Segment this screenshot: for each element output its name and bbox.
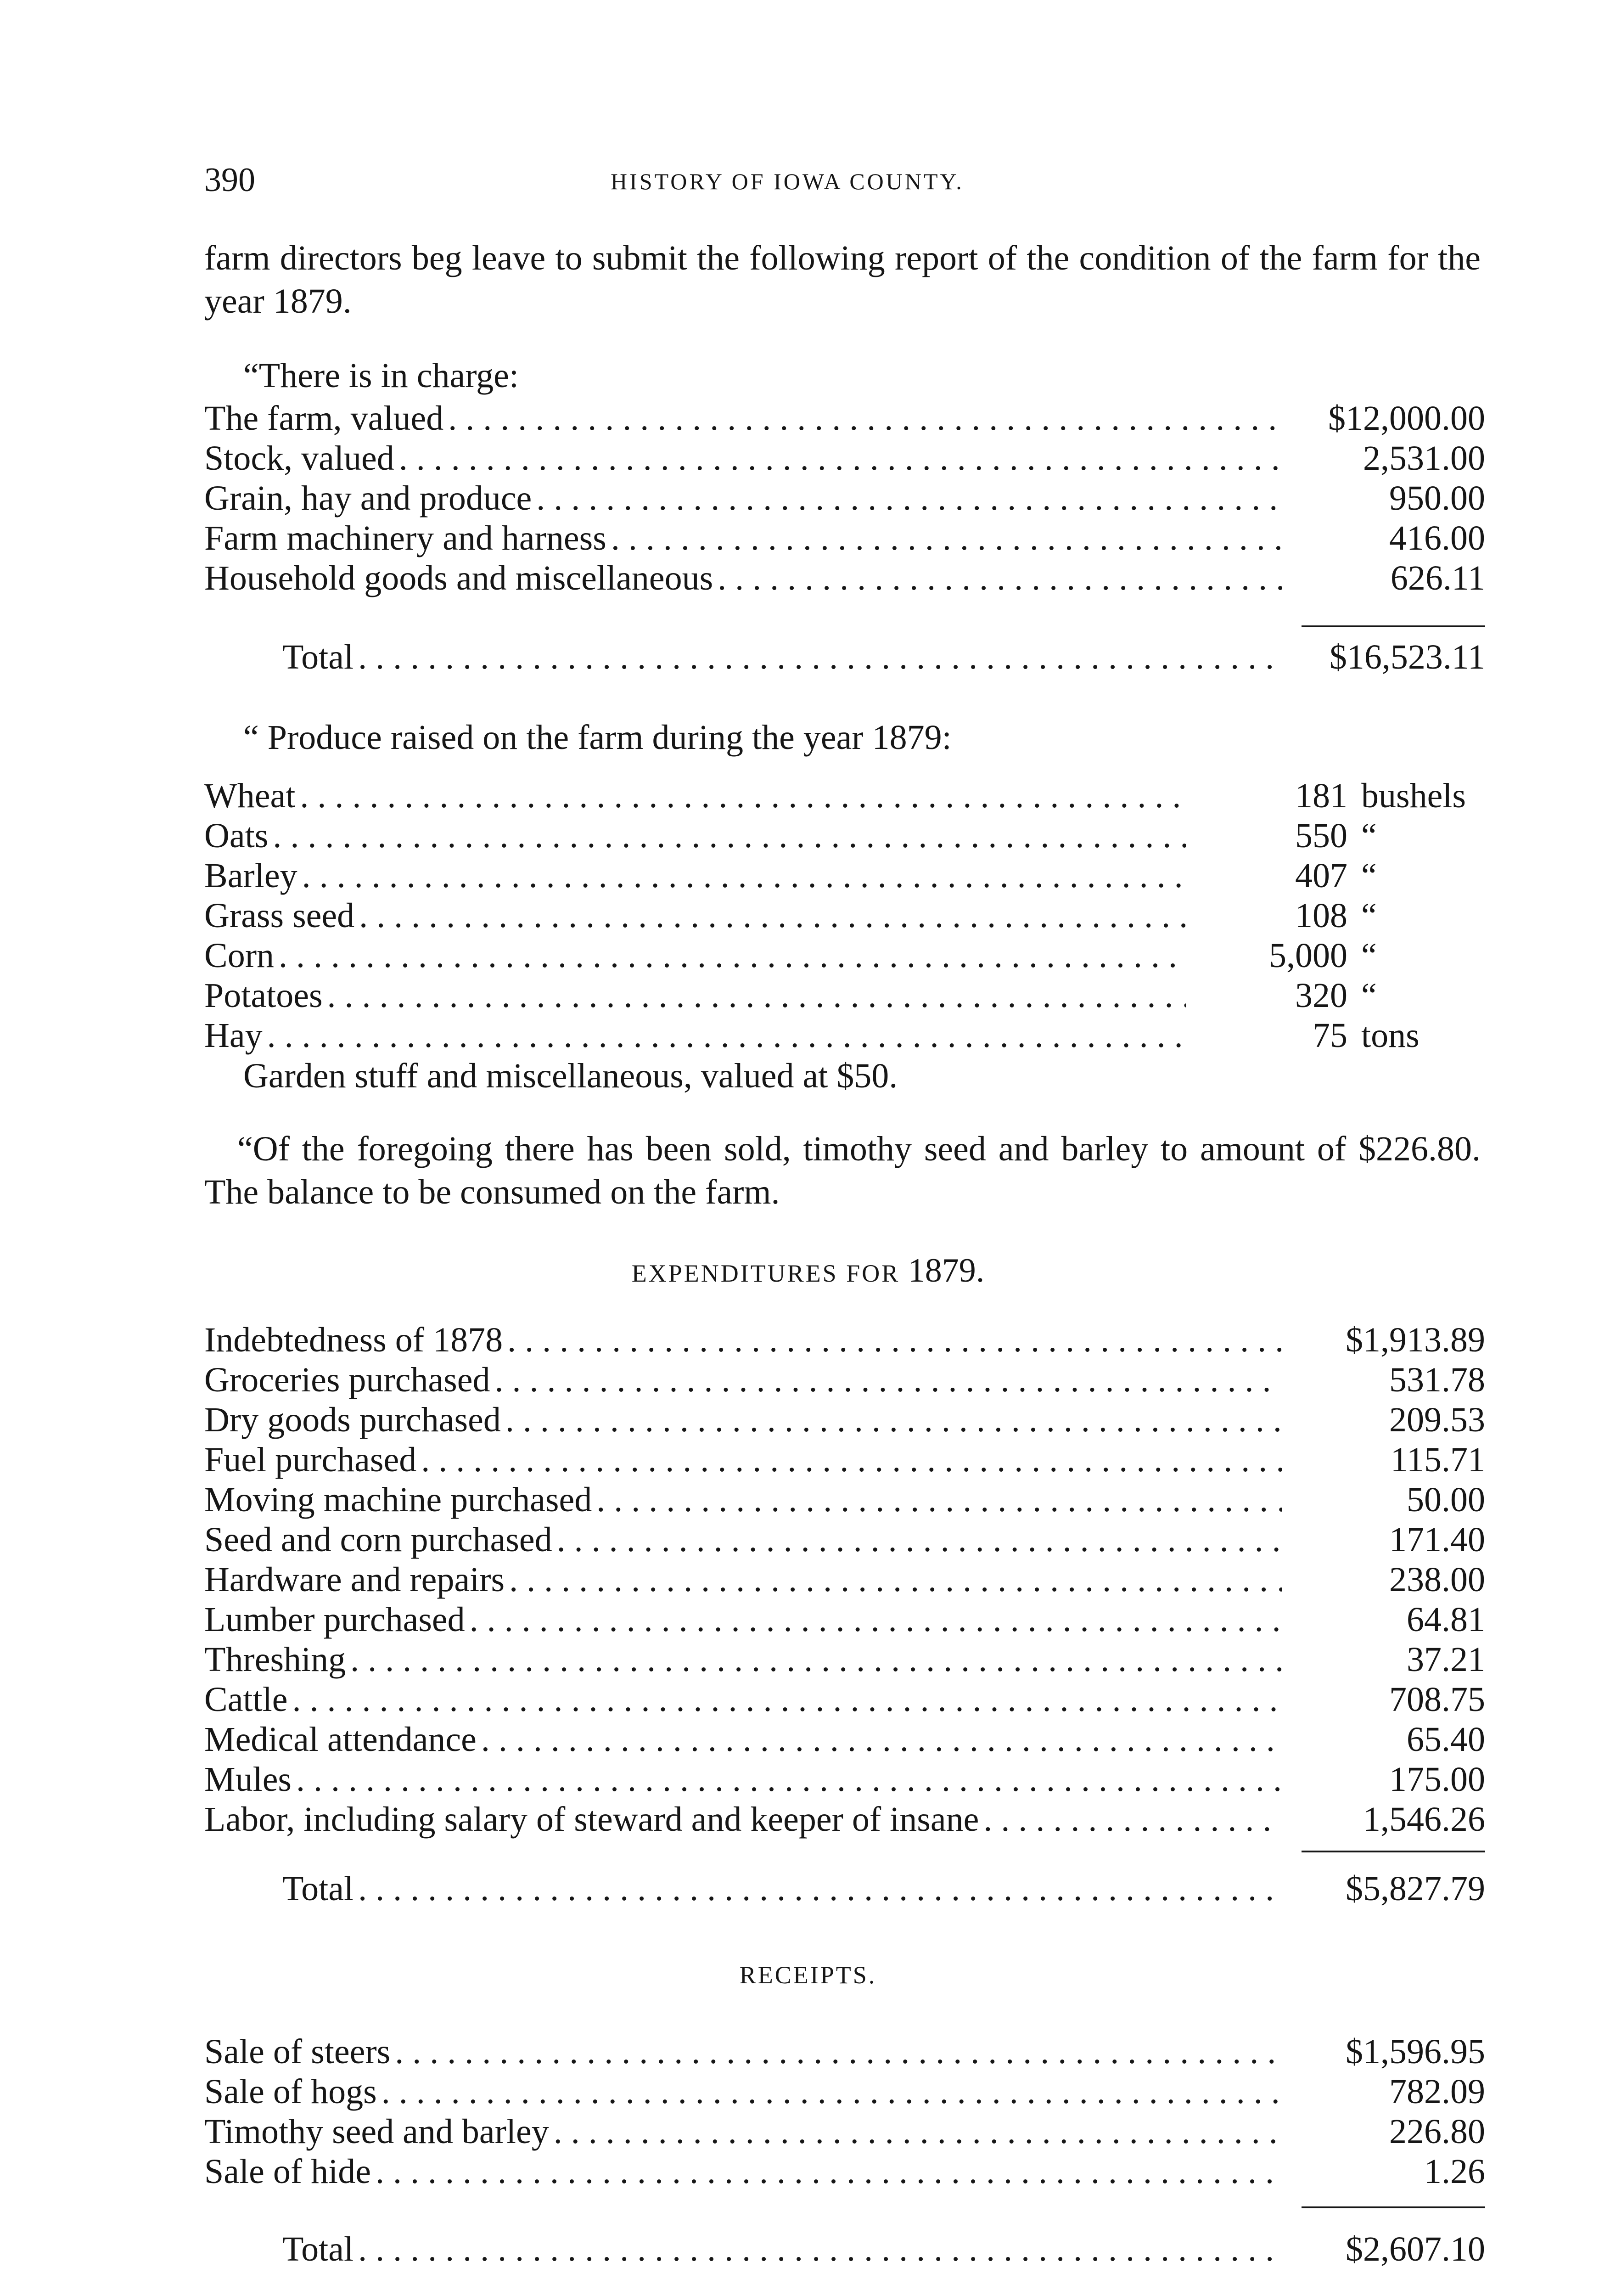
row-label: Groceries purchased bbox=[204, 1361, 490, 1399]
table-row bbox=[204, 816, 1485, 856]
total-label: Total bbox=[282, 1869, 354, 1908]
total-label: Total bbox=[282, 638, 354, 676]
row-amount: 238.00 bbox=[1389, 1560, 1485, 1599]
table-row bbox=[204, 1680, 1485, 1720]
row-amount: $1,596.95 bbox=[1346, 2032, 1485, 2071]
row-amount: 115.71 bbox=[1390, 1441, 1485, 1479]
table-row bbox=[204, 558, 1485, 598]
produce-heading: “ Produce raised on the farm during the year 1879: bbox=[243, 718, 952, 757]
row-amount: 175.00 bbox=[1389, 1760, 1485, 1799]
row-label: Corn bbox=[204, 936, 274, 975]
row-label: Oats bbox=[204, 816, 269, 855]
row-quantity: 181 bbox=[1295, 777, 1347, 815]
total-row bbox=[204, 637, 1485, 677]
table-row bbox=[204, 478, 1485, 518]
table-row bbox=[204, 399, 1485, 439]
row-amount: 782.09 bbox=[1389, 2072, 1485, 2111]
table-row bbox=[204, 1520, 1485, 1560]
dot-leader bbox=[448, 399, 1282, 439]
dot-leader bbox=[718, 558, 1282, 598]
row-label: Sale of steers bbox=[204, 2032, 391, 2071]
row-amount: 64.81 bbox=[1407, 1600, 1485, 1639]
expenditures-table bbox=[204, 1320, 1485, 1840]
table-row bbox=[204, 1640, 1485, 1680]
table-row bbox=[204, 1440, 1485, 1480]
table-row bbox=[204, 1320, 1485, 1360]
dot-leader bbox=[557, 1520, 1282, 1560]
row-label: Moving machine purchased bbox=[204, 1480, 592, 1519]
total-amount: $2,607.10 bbox=[1346, 2230, 1485, 2268]
table-row bbox=[204, 1760, 1485, 1800]
dot-leader bbox=[376, 2152, 1282, 2192]
page-header bbox=[0, 161, 1616, 211]
receipts-total bbox=[204, 2229, 1485, 2269]
dot-leader bbox=[302, 856, 1186, 896]
expenditures-title-text: EXPENDITURES FOR bbox=[631, 1260, 900, 1287]
table-row bbox=[204, 1560, 1485, 1600]
row-label: Wheat bbox=[204, 777, 296, 815]
receipts-table bbox=[204, 2032, 1485, 2192]
row-label: Dry goods purchased bbox=[204, 1401, 501, 1439]
expenditures-total bbox=[204, 1869, 1485, 1909]
row-label: Potatoes bbox=[204, 976, 323, 1015]
dot-leader bbox=[983, 1800, 1282, 1840]
produce-table bbox=[204, 776, 1485, 1056]
charge-total bbox=[204, 637, 1485, 677]
row-label: Farm machinery and harness bbox=[204, 519, 606, 557]
table-row bbox=[204, 1720, 1485, 1760]
table-row bbox=[204, 1360, 1485, 1400]
row-label: Seed and corn purchased bbox=[204, 1520, 552, 1559]
row-unit: tons bbox=[1361, 1016, 1420, 1055]
row-unit: bushels bbox=[1361, 777, 1466, 815]
table-row bbox=[204, 1400, 1485, 1440]
dot-leader bbox=[507, 1320, 1282, 1360]
row-unit: “ bbox=[1361, 936, 1377, 975]
dot-leader bbox=[596, 1480, 1282, 1520]
table-row bbox=[204, 1480, 1485, 1520]
table-row bbox=[204, 518, 1485, 558]
row-label: Threshing bbox=[204, 1640, 346, 1679]
table-row bbox=[204, 896, 1485, 936]
row-amount: 37.21 bbox=[1407, 1640, 1485, 1679]
row-amount: 171.40 bbox=[1389, 1520, 1485, 1559]
sum-rule bbox=[1302, 625, 1485, 627]
dot-leader bbox=[399, 439, 1282, 478]
sold-note-paragraph: “Of the foregoing there has been sold, timothy seed and barley to amount of $226.80. The balance to be consumed on the farm. bbox=[204, 1130, 1481, 1211]
row-label: Timothy seed and barley bbox=[204, 2112, 549, 2151]
row-unit: “ bbox=[1361, 816, 1377, 855]
table-row bbox=[204, 976, 1485, 1016]
table-row bbox=[204, 439, 1485, 478]
row-unit: “ bbox=[1361, 896, 1377, 935]
row-label: Grass seed bbox=[204, 896, 355, 935]
dot-leader bbox=[350, 1640, 1282, 1680]
row-amount: 50.00 bbox=[1407, 1480, 1485, 1519]
dot-leader bbox=[421, 1440, 1282, 1480]
row-amount: 1.26 bbox=[1424, 2152, 1485, 2191]
expenditures-year: 1879. bbox=[908, 1252, 985, 1289]
dot-leader bbox=[273, 816, 1186, 856]
dot-leader bbox=[300, 776, 1186, 816]
row-label: Household goods and miscellaneous bbox=[204, 559, 713, 597]
sum-rule bbox=[1302, 2206, 1485, 2208]
total-label: Total bbox=[282, 2230, 354, 2268]
dot-leader bbox=[358, 1869, 1282, 1909]
row-label: Indebtedness of 1878 bbox=[204, 1321, 503, 1359]
garden-line: Garden stuff and miscellaneous, valued at $50. bbox=[243, 1057, 898, 1095]
dot-leader bbox=[358, 2229, 1282, 2269]
row-label: Medical attendance bbox=[204, 1720, 477, 1759]
row-label: Cattle bbox=[204, 1680, 288, 1719]
sum-rule bbox=[1302, 1851, 1485, 1852]
row-amount: $12,000.00 bbox=[1328, 399, 1485, 438]
row-label: Grain, hay and produce bbox=[204, 479, 532, 518]
total-amount: $5,827.79 bbox=[1346, 1869, 1485, 1908]
dot-leader bbox=[494, 1360, 1282, 1400]
row-label: Lumber purchased bbox=[204, 1600, 465, 1639]
page-number: 390 bbox=[204, 161, 255, 199]
table-row bbox=[204, 2072, 1485, 2112]
row-amount: 2,531.00 bbox=[1363, 439, 1485, 478]
table-row bbox=[204, 936, 1485, 976]
row-quantity: 75 bbox=[1313, 1016, 1347, 1055]
row-amount: 226.80 bbox=[1389, 2112, 1485, 2151]
dot-leader bbox=[554, 2112, 1282, 2152]
dot-leader bbox=[267, 1016, 1186, 1056]
charge-table bbox=[204, 399, 1485, 598]
row-label: Labor, including salary of steward and keeper of insane bbox=[204, 1800, 979, 1839]
row-quantity: 407 bbox=[1295, 856, 1347, 895]
row-label: Hay bbox=[204, 1016, 263, 1055]
dot-leader bbox=[358, 637, 1282, 677]
dot-leader bbox=[327, 976, 1186, 1016]
row-amount: 416.00 bbox=[1389, 519, 1485, 557]
table-row bbox=[204, 2112, 1485, 2152]
total-row bbox=[204, 1869, 1485, 1909]
dot-leader bbox=[470, 1600, 1282, 1640]
dot-leader bbox=[509, 1560, 1282, 1600]
row-label: Hardware and repairs bbox=[204, 1560, 505, 1599]
dot-leader bbox=[536, 478, 1282, 518]
total-amount: $16,523.11 bbox=[1329, 638, 1485, 676]
table-row bbox=[204, 776, 1485, 816]
dot-leader bbox=[359, 896, 1186, 936]
row-amount: 65.40 bbox=[1407, 1720, 1485, 1759]
row-label: Sale of hogs bbox=[204, 2072, 377, 2111]
row-unit: “ bbox=[1361, 856, 1377, 895]
row-amount: 950.00 bbox=[1389, 479, 1485, 518]
dot-leader bbox=[296, 1760, 1282, 1800]
row-label: Stock, valued bbox=[204, 439, 394, 478]
dot-leader bbox=[292, 1680, 1282, 1720]
row-quantity: 550 bbox=[1295, 816, 1347, 855]
row-amount: $1,913.89 bbox=[1346, 1321, 1485, 1359]
table-row bbox=[204, 2032, 1485, 2072]
table-row bbox=[204, 2152, 1485, 2192]
intro-paragraph: farm directors beg leave to submit the following report of the condition of the farm for the year 1879. bbox=[204, 239, 1481, 321]
dot-leader bbox=[395, 2032, 1282, 2072]
row-quantity: 5,000 bbox=[1269, 936, 1347, 975]
charge-heading: “There is in charge: bbox=[243, 356, 519, 395]
row-quantity: 108 bbox=[1295, 896, 1347, 935]
dot-leader bbox=[505, 1400, 1282, 1440]
row-amount: 708.75 bbox=[1389, 1680, 1485, 1719]
row-label: The farm, valued bbox=[204, 399, 444, 438]
receipts-title: RECEIPTS. bbox=[739, 1961, 877, 1989]
total-row bbox=[204, 2229, 1485, 2269]
row-unit: “ bbox=[1361, 976, 1377, 1015]
dot-leader bbox=[481, 1720, 1282, 1760]
row-amount: 209.53 bbox=[1389, 1401, 1485, 1439]
row-label: Sale of hide bbox=[204, 2152, 371, 2191]
row-amount: 531.78 bbox=[1389, 1361, 1485, 1399]
row-label: Fuel purchased bbox=[204, 1441, 417, 1479]
dot-leader bbox=[611, 518, 1282, 558]
row-amount: 626.11 bbox=[1390, 559, 1485, 597]
dot-leader bbox=[382, 2072, 1282, 2112]
running-head: HISTORY OF IOWA COUNTY. bbox=[611, 169, 964, 194]
row-amount: 1,546.26 bbox=[1363, 1800, 1485, 1839]
expenditures-title bbox=[0, 1251, 1616, 1290]
table-row bbox=[204, 1016, 1485, 1056]
row-label: Mules bbox=[204, 1760, 292, 1799]
row-label: Barley bbox=[204, 856, 297, 895]
table-row bbox=[204, 1800, 1485, 1840]
dot-leader bbox=[279, 936, 1186, 976]
table-row bbox=[204, 856, 1485, 896]
table-row bbox=[204, 1600, 1485, 1640]
row-quantity: 320 bbox=[1295, 976, 1347, 1015]
